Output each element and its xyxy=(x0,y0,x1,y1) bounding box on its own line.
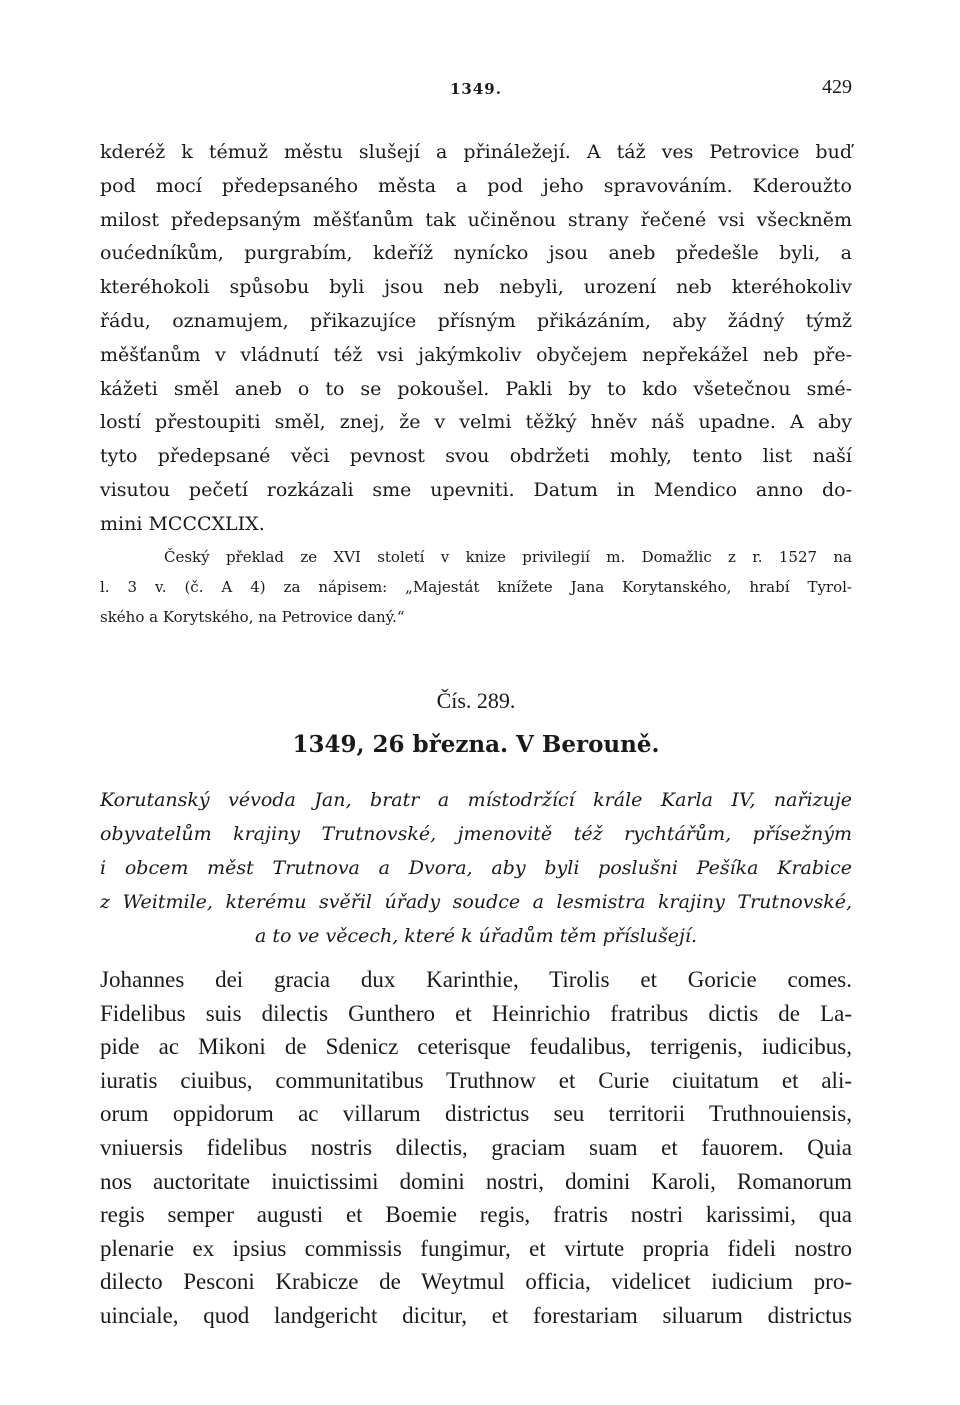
running-head-year: 1349. xyxy=(450,80,502,98)
text-line: lostí přestoupiti směl, znej, že v velmi těžký hněv náš upadne. A aby xyxy=(100,411,852,434)
text-line: kderéž k témuž městu slušejí a přináležejí. A táž ves Petrovice buď xyxy=(100,141,852,163)
regest-summary xyxy=(100,783,852,953)
document-number: Čís. 289. xyxy=(436,688,516,713)
text-line: visutou pečetí rozkázali sme upevniti. Datum in Mendico anno do- xyxy=(100,478,852,501)
text-line: řádu, oznamujem, přikazujíce přísným přikázáním, aby žádný týmž xyxy=(100,309,852,332)
document-date-heading: 1349, 26 března. V Berouně. xyxy=(292,731,660,758)
text-line: pod mocí předepsaného města a pod jeho spravováním. Kderoužto xyxy=(100,174,852,197)
latin-line: nos auctoritate inuictissimi domini nostri, domini Karoli, Romanorum xyxy=(100,1168,852,1194)
note-line: Český překlad ze XVI století v knize privilegií m. Domažlic z r. 1527 na xyxy=(164,548,852,566)
latin-line: Fidelibus suis dilectis Gunthero et Heinrichio fratribus dictis de La- xyxy=(100,1000,852,1026)
note-line: ského a Korytského, na Petrovice daný.“ xyxy=(100,608,405,626)
regest-line: obyvatelům krajiny Trutnovské, jmenovitě též rychtářům, přísežným xyxy=(100,823,852,845)
page-number: 429 xyxy=(822,76,852,98)
czech-translation-text xyxy=(100,136,852,542)
regest-line: a to ve věcech, které k úřadům těm příslušejí. xyxy=(254,925,698,947)
latin-line: regis semper augusti et Boemie regis, fratris nostri karissimi, qua xyxy=(100,1202,852,1228)
text-line: mini MCCCXLIX. xyxy=(100,512,265,535)
text-line: kážeti směl aneb o to se pokoušel. Pakli by to kdo všetečnou smé- xyxy=(100,377,852,400)
regest-line: Korutanský vévoda Jan, bratr a místodržící krále Karla IV, nařizuje xyxy=(100,789,852,811)
latin-line: dilecto Pesconi Krabicze de Weytmul officia, videlicet iudicium pro- xyxy=(100,1269,852,1295)
running-header xyxy=(100,76,852,106)
latin-line: iuratis ciuibus, communitatibus Truthnow et Curie ciuitatum et ali- xyxy=(100,1067,852,1093)
text-line: měšťanům v vládnutí též vsi jakýmkoliv obyčejem nepřekážel neb pře- xyxy=(100,343,852,366)
source-note xyxy=(100,542,852,632)
latin-line: pide ac Mikoni de Sdenicz ceterisque feudalibus, terrigenis, iudicibus, xyxy=(100,1034,852,1060)
latin-line: Johannes dei gracia dux Karinthie, Tirolis et Goricie comes. xyxy=(100,967,852,992)
latin-line: uinciale, quod landgericht dicitur, et forestariam siluarum districtus xyxy=(100,1302,852,1328)
latin-charter-text xyxy=(100,963,852,1333)
note-line: l. 3 v. (č. A 4) za nápisem: „Majestát knížete Jana Korytanského, hrabí Tyrol- xyxy=(100,578,852,596)
latin-line: plenarie ex ipsius commissis fungimur, et virtute propria fideli nostro xyxy=(100,1235,852,1261)
latin-line: orum oppidorum ac villarum districtus seu territorii Truthnouiensis, xyxy=(100,1101,852,1127)
latin-line: vniuersis fidelibus nostris dilectis, graciam suam et fauorem. Quia xyxy=(100,1134,852,1160)
text-line: milost předepsaným měšťanům tak učiněnou strany řečené vsi všecknĕm xyxy=(100,208,852,231)
text-line: oućedníkům, purgrabím, kdeříž nynícko jsou aneb předešle byli, a xyxy=(100,242,852,265)
text-line: tyto předepsané věci pevnost svou obdržeti mohly, tento list naší xyxy=(100,445,852,468)
text-line: kteréhokoli spůsobu byli jsou neb nebyli, urození neb kteréhokoliv xyxy=(100,276,852,299)
regest-line: i obcem měst Trutnova a Dvora, aby byli poslušni Pešíka Krabice xyxy=(100,857,852,879)
regest-line: z Weitmile, kterému svěřil úřady soudce a lesmistra krajiny Trutnovské, xyxy=(100,891,852,913)
